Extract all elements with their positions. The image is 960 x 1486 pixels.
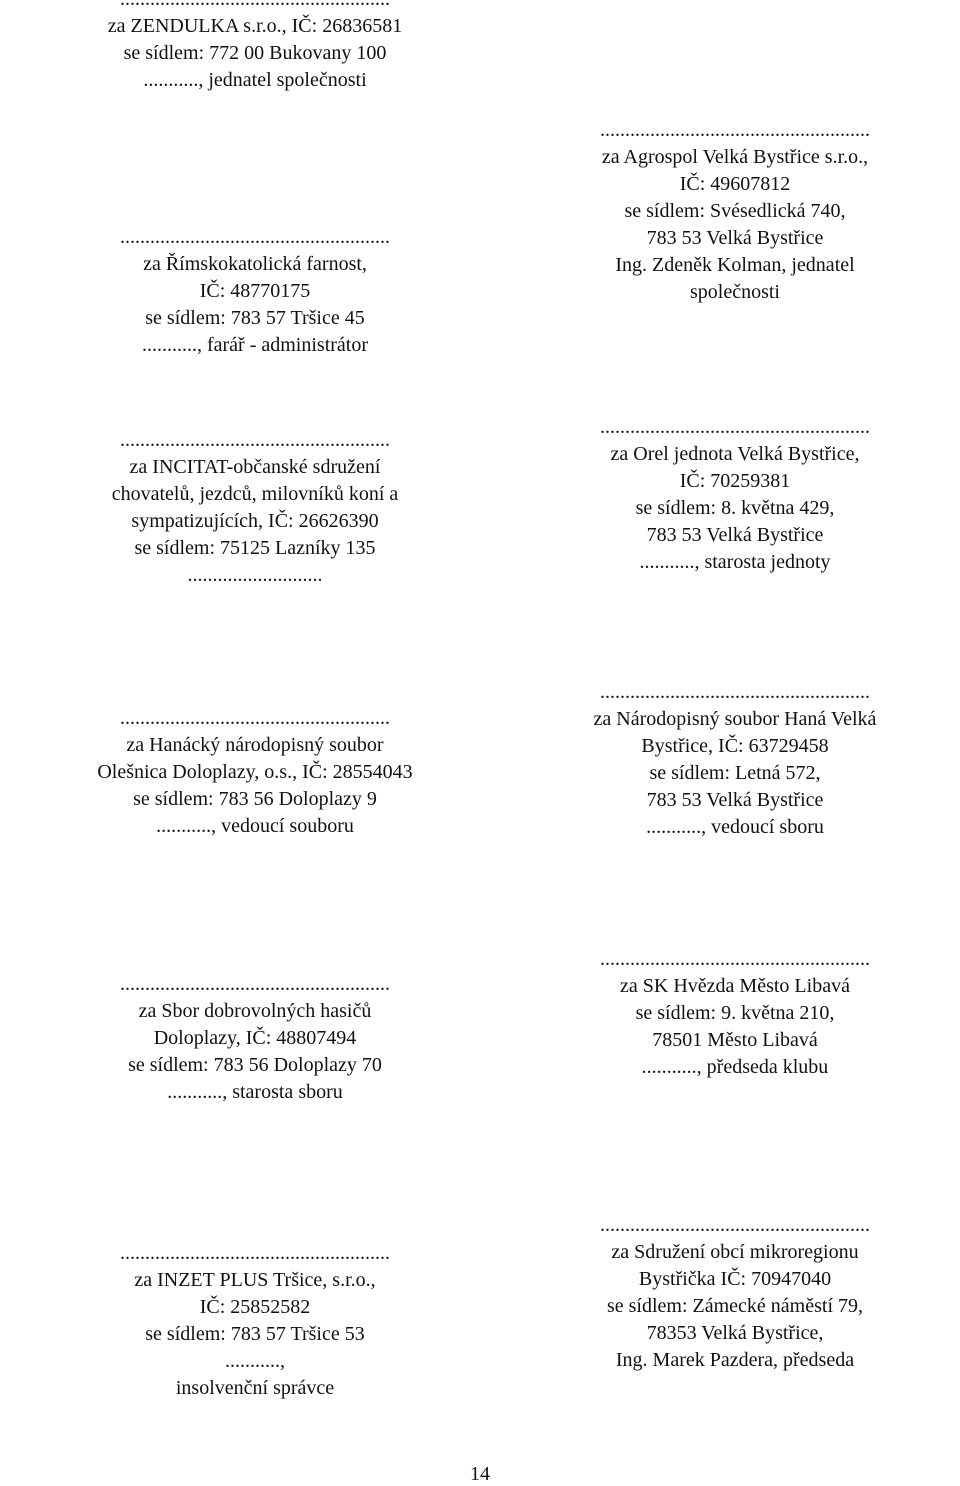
signatory-name: za Orel jednota Velká Bystřice, xyxy=(610,443,860,465)
signatory-name: za Sbor dobrovolných hasičů xyxy=(138,1000,372,1022)
signatory-name: za Národopisný soubor Haná Velká xyxy=(593,708,877,730)
signatory-role: ..........., předseda klubu xyxy=(641,1056,829,1078)
signatory-name: za INZET PLUS Tršice, s.r.o., xyxy=(134,1269,376,1291)
signatory-role: ..........., vedoucí sboru xyxy=(646,816,824,838)
signature-line: ...................................................... xyxy=(120,226,390,248)
signature-block-zendulka xyxy=(0,0,510,94)
page-number: 14 xyxy=(470,1463,490,1485)
signature-block-farnost xyxy=(0,224,510,359)
signatory-address: se sídlem: 783 56 Doloplazy 9 xyxy=(133,788,377,810)
signatory-city: 78353 Velká Bystřice, xyxy=(646,1322,824,1344)
signature-line: ...................................................... xyxy=(600,681,870,703)
signature-block-bystricka xyxy=(510,1212,960,1374)
signature-line: ...................................................... xyxy=(600,416,870,438)
signature-block-orel xyxy=(510,414,960,576)
signature-line: ...................................................... xyxy=(600,948,870,970)
signatory-id: IČ: 49607812 xyxy=(679,173,791,195)
signatory-id: IČ: 70259381 xyxy=(679,470,791,492)
signatory-role-cont: společnosti xyxy=(690,281,780,303)
signature-block-hvezda xyxy=(510,946,960,1081)
signatory-role: ........................... xyxy=(187,564,323,586)
signatory-city: 783 53 Velká Bystřice xyxy=(646,227,824,249)
signatory-role-cont: insolvenční správce xyxy=(175,1377,335,1399)
signatory-role: ..........., jednatel společnosti xyxy=(143,69,367,91)
signature-line: ...................................................... xyxy=(600,119,870,141)
signatory-address: se sídlem: 8. května 429, xyxy=(635,497,835,519)
signature-block-hasici xyxy=(0,971,510,1106)
signatory-role: ..........., farář - administrátor xyxy=(141,334,369,356)
signature-line: ...................................................... xyxy=(600,1214,870,1236)
signatory-role: Ing. Zdeněk Kolman, jednatel xyxy=(615,254,855,276)
signatory-name: za Agrospol Velká Bystřice s.r.o., xyxy=(601,146,869,168)
signatory-address: se sídlem: 783 57 Tršice 53 xyxy=(145,1323,365,1345)
signatory-role: ..........., starosta sboru xyxy=(167,1081,343,1103)
signatory-address: se sídlem: 75125 Lazníky 135 xyxy=(134,537,376,559)
signatory-name: za Hanácký národopisný soubor xyxy=(126,734,384,756)
signature-line: ...................................................... xyxy=(120,973,390,995)
signatory-id: Bystřice, IČ: 63729458 xyxy=(641,735,829,757)
signature-line: ...................................................... xyxy=(120,429,390,451)
signatory-id: Olešnica Doloplazy, o.s., IČ: 28554043 xyxy=(97,761,413,783)
signatory-role: ..........., starosta jednoty xyxy=(639,551,831,573)
signatory-name: za SK Hvězda Město Libavá xyxy=(620,975,850,997)
signature-block-inzet xyxy=(0,1240,510,1402)
signatory-address: se sídlem: Letná 572, xyxy=(649,762,821,784)
signatory-city: 783 53 Velká Bystřice xyxy=(646,789,824,811)
signatory-name: za Sdružení obcí mikroregionu xyxy=(611,1241,859,1263)
signature-line xyxy=(0,0,510,13)
signatory-name-cont: chovatelů, jezdců, milovníků koní a xyxy=(111,483,399,505)
signatory-role: ..........., xyxy=(225,1350,285,1372)
signatory-id: Bystřička IČ: 70947040 xyxy=(638,1268,832,1290)
signature-block-agrospol xyxy=(510,117,960,306)
signature-block-incitat xyxy=(0,427,510,589)
signatory-id: Doloplazy, IČ: 48807494 xyxy=(153,1027,357,1049)
signatory-name: za Římskokatolická farnost, xyxy=(143,253,367,275)
signature-line: ...................................................... xyxy=(120,707,390,729)
signatory-id: IČ: 48770175 xyxy=(199,280,311,302)
signature-block-hanacky xyxy=(0,705,510,840)
signatory-address: se sídlem: 9. května 210, xyxy=(635,1002,835,1024)
signature-line: ...................................................... xyxy=(120,1242,390,1264)
signatory-address: se sídlem: Zámecké náměstí 79, xyxy=(606,1295,864,1317)
signatory-name: za INCITAT-občanské sdružení xyxy=(129,456,381,478)
signatory-address: se sídlem: 783 57 Tršice 45 xyxy=(145,307,365,329)
signatory-id: IČ: 25852582 xyxy=(199,1296,311,1318)
signatory-name: za ZENDULKA s.r.o., IČ: 26836581 xyxy=(107,15,403,37)
signatory-id: sympatizujících, IČ: 26626390 xyxy=(131,510,379,532)
signature-block-hana xyxy=(510,679,960,841)
signatory-role: Ing. Marek Pazdera, předseda xyxy=(615,1349,855,1371)
signatory-address: se sídlem: 783 56 Doloplazy 70 xyxy=(128,1054,382,1076)
signatory-address: se sídlem: 772 00 Bukovany 100 xyxy=(123,42,387,64)
signatory-role: ..........., vedoucí souboru xyxy=(156,815,354,837)
signatory-city: 783 53 Velká Bystřice xyxy=(646,524,824,546)
signatory-city: 78501 Město Libavá xyxy=(652,1029,818,1051)
signatory-address: se sídlem: Svésedlická 740, xyxy=(624,200,846,222)
